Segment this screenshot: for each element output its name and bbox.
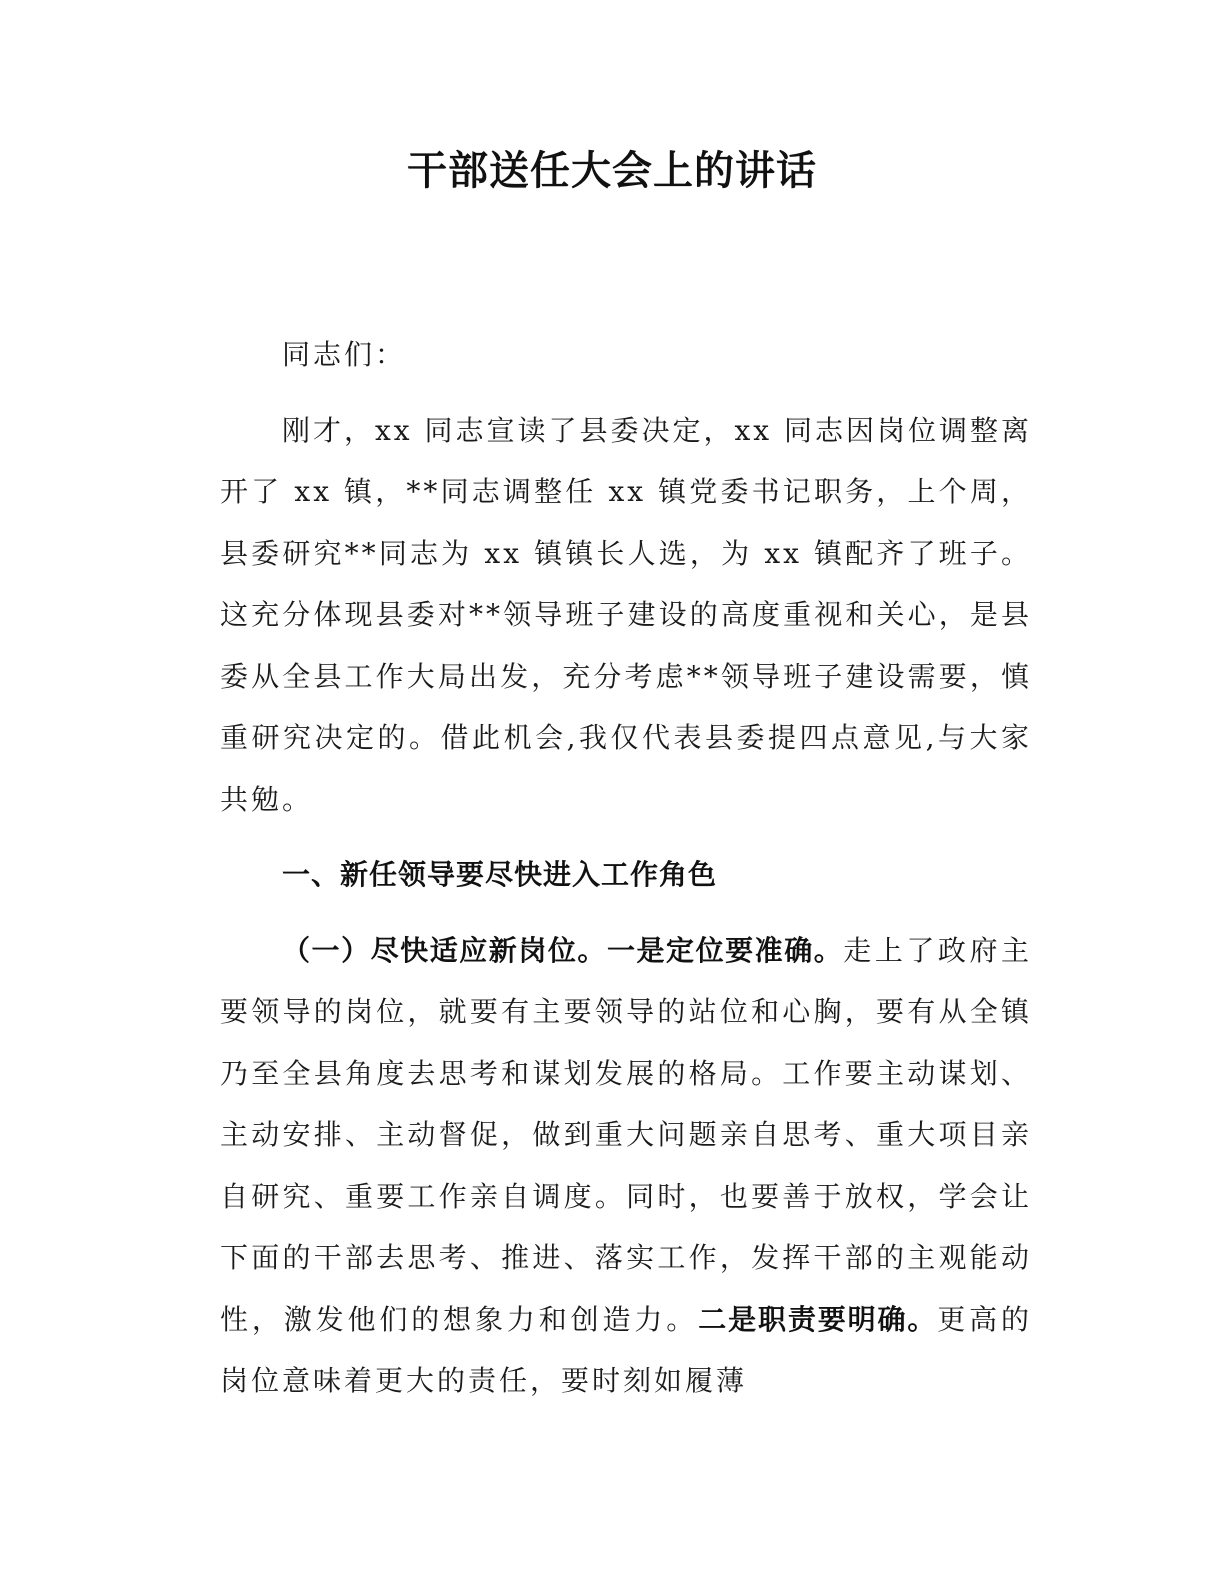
point-1-label: 一是定位要准确。: [606, 933, 844, 967]
point-1-text: 走上了政府主要领导的岗位，就要有主要领导的站位和心胸，要有从全镇乃至全县角度去思考和谋划发展的格局。工作要主动谋划、主动安排、主动督促，做到重大问题亲自思考、重大项目亲自研究、重要工作亲自调度。同时，也要善于放权，学会让下面的干部去思考、推进、落实工作，发挥干部的主观能动性，激发他们的想象力和创造力。: [220, 933, 1032, 1336]
section-heading-1: 一、新任领导要尽快进入工作角色: [282, 858, 718, 891]
point-2-label: 二是职责要明确。: [698, 1302, 938, 1336]
document-title: 干部送任大会上的讲话: [407, 148, 817, 194]
subsection-heading: （一）尽快适应新岗位。: [282, 933, 607, 967]
paragraph-subsection-1: [220, 920, 1032, 1412]
point-2-text: 更高的岗位意味着更大的责任，要时刻如履薄: [220, 1302, 1032, 1397]
document-body: [220, 324, 1032, 1412]
paragraph-intro: 刚才，xx 同志宣读了县委决定，xx 同志因岗位调整离开了 xx 镇，**同志调整任 xx 镇党委书记职务，上个周，县委研究**同志为 xx 镇镇长人选，为 xx 镇配齐了班子。这充分体现县委对**领导班子建设的高度重视和关心，是县委从全县工作大局出发，充分考虑**领导班子建设需要，慎重研究决定的。借此机会,我仅代表县委提四点意见,与大家共勉。: [220, 413, 1032, 816]
salutation: 同志们：: [282, 338, 407, 371]
